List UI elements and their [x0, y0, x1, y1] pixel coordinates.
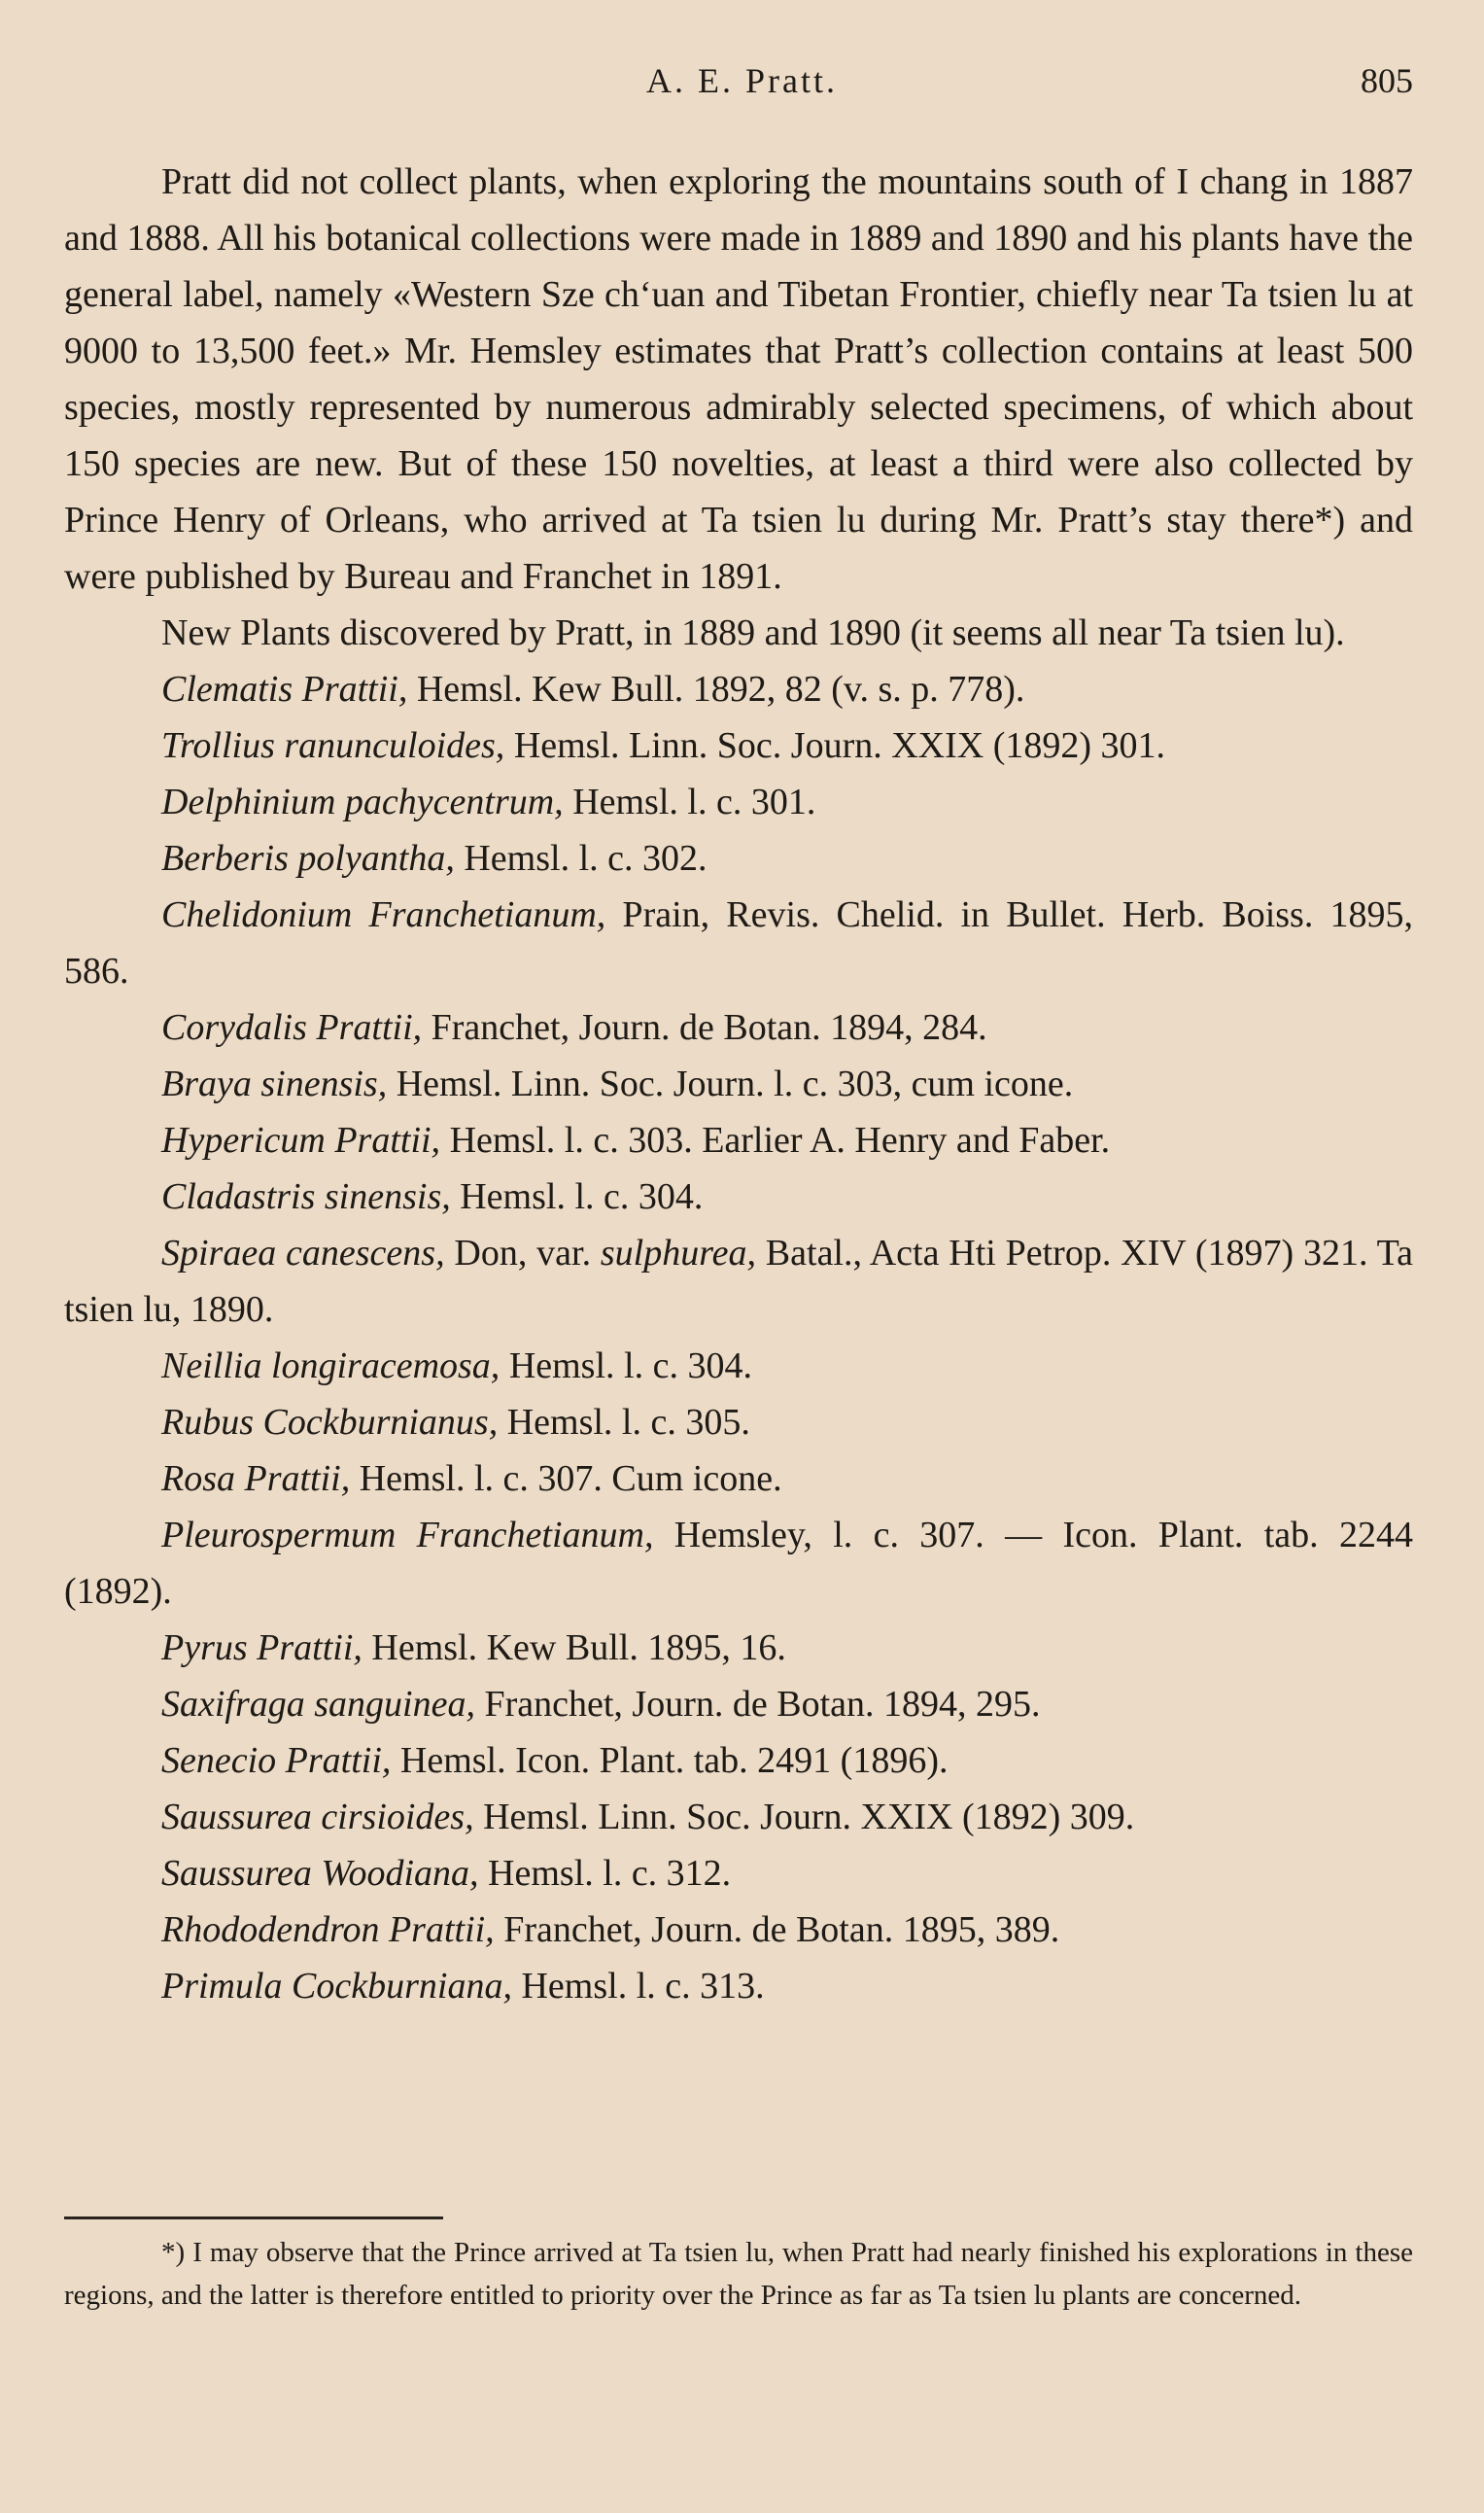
species-name: Trollius ranunculoides,: [161, 725, 505, 766]
species-reference: Don, var.: [444, 1233, 601, 1274]
species-entry: [64, 1902, 1413, 1958]
species-name: Senecio Prattii,: [161, 1740, 392, 1781]
species-reference: Hemsl. Kew Bull. 1895, 16.: [362, 1627, 786, 1668]
species-entry: [64, 661, 1413, 717]
species-entry: [64, 1676, 1413, 1732]
species-reference: Hemsl. l. c. 312.: [478, 1853, 732, 1894]
species-name: Pleurospermum Franchetianum,: [161, 1515, 654, 1555]
variety-reference: Batal., Acta Hti Petrop. XIV (1897) 321. Ta tsien lu, 1890.: [64, 1233, 1413, 1330]
species-name: Braya sinensis,: [161, 1064, 388, 1104]
species-name: Cladastris sinensis,: [161, 1176, 451, 1217]
footnote: *) I may observe that the Prince arrived at Ta tsien lu, when Pratt had nearly finished his explorations in these regions, and the latter is therefore entitled to priority over the Prince as far as Ta tsien lu plants are concerned.: [64, 2237, 1413, 2311]
species-name: Rhododendron Prattii,: [161, 1909, 495, 1950]
species-reference: Hemsl. l. c. 313.: [511, 1966, 765, 2007]
species-entry: [64, 887, 1413, 999]
footnote-rule: [64, 2216, 443, 2219]
page-number: 805: [1361, 61, 1413, 100]
species-name: Berberis polyantha,: [161, 838, 455, 879]
footnote-block: [64, 2231, 1413, 2317]
species-reference: Franchet, Journ. de Botan. 1894, 284.: [422, 1007, 987, 1048]
species-name: Hypericum Prattii,: [161, 1120, 441, 1161]
species-entry: [64, 1450, 1413, 1507]
species-entry: [64, 1056, 1413, 1112]
species-reference: Hemsl. l. c. 305.: [498, 1402, 750, 1443]
running-header-title: A. E. Pratt.: [646, 61, 838, 100]
species-entry: [64, 1958, 1413, 2014]
species-entry: [64, 1225, 1413, 1338]
species-entry: [64, 1620, 1413, 1676]
species-name: Delphinium pachycentrum,: [161, 782, 564, 822]
species-entry: [64, 1732, 1413, 1789]
species-name: Neillia longiracemosa,: [161, 1345, 500, 1386]
species-reference: Hemsl. Kew Bull. 1892, 82 (v. s. p. 778).: [407, 669, 1025, 710]
species-entry: [64, 1507, 1413, 1620]
species-name: Saxifraga sanguinea,: [161, 1684, 475, 1725]
species-reference: Hemsl. Icon. Plant. tab. 2491 (1896).: [391, 1740, 949, 1781]
species-reference: Hemsl. Linn. Soc. Journ. XXIX (1892) 301.: [504, 725, 1166, 766]
species-name: Corydalis Prattii,: [161, 1007, 423, 1048]
list-intro: New Plants discovered by Pratt, in 1889 and 1890 (it seems all near Ta tsien lu).: [161, 612, 1345, 653]
species-entry: [64, 830, 1413, 887]
species-reference: Hemsl. Linn. Soc. Journ. l. c. 303, cum icone.: [387, 1064, 1074, 1104]
species-reference: Hemsl. l. c. 301.: [563, 782, 816, 822]
species-name: Saussurea cirsioides,: [161, 1797, 474, 1837]
species-entry: [64, 1845, 1413, 1902]
species-name: Primula Cockburniana,: [161, 1966, 512, 2007]
species-name: Spiraea canescens,: [161, 1233, 445, 1274]
species-reference: Hemsl. l. c. 302.: [454, 838, 707, 879]
variety-name: sulphurea,: [600, 1233, 756, 1274]
species-reference: Hemsl. Linn. Soc. Journ. XXIX (1892) 309.: [473, 1797, 1135, 1837]
species-entry: [64, 774, 1413, 830]
species-name: Rubus Cockburnianus,: [161, 1402, 499, 1443]
species-reference: Prain, Revis. Chelid. in Bullet. Herb. Boiss. 1895, 586.: [64, 894, 1413, 992]
species-reference: Hemsl. l. c. 303. Earlier A. Henry and Faber.: [440, 1120, 1111, 1161]
species-reference: Franchet, Journ. de Botan. 1895, 389.: [494, 1909, 1060, 1950]
species-reference: Hemsl. l. c. 307. Cum icone.: [350, 1458, 782, 1499]
intro-paragraph: Pratt did not collect plants, when exploring the mountains south of I chang in 1887 and 1888. All his botanical collections were made in 1889 and 1890 and his plants have the general label, namely «Western Sze ch‘uan and Tibetan Frontier, chiefly near Ta tsien lu at 9000 to 13,500 feet.» Mr. Hemsley estimates that Pratt’s collection contains at least 500 species, mostly represented by numerous admirably selected specimens, of which about 150 species are new. But of these 150 novelties, at least a third were also collected by Prince Henry of Orleans, who arrived at Ta tsien lu during Mr. Pratt’s stay there*) and were published by Bureau and Franchet in 1891.: [64, 161, 1413, 597]
species-entry: [64, 999, 1413, 1056]
species-reference: Hemsl. l. c. 304.: [450, 1176, 704, 1217]
species-name: Clematis Prattii,: [161, 669, 408, 710]
species-entry: [64, 717, 1413, 774]
species-name: Saussurea Woodiana,: [161, 1853, 479, 1894]
species-reference: Hemsley, l. c. 307. — Icon. Plant. tab. 2244 (1892).: [64, 1515, 1414, 1612]
species-entry: [64, 1169, 1413, 1225]
page-body: [64, 154, 1413, 2014]
species-entry: [64, 1394, 1413, 1450]
species-name: Pyrus Prattii,: [161, 1627, 362, 1668]
species-reference: Hemsl. l. c. 304.: [500, 1345, 752, 1386]
species-reference: Franchet, Journ. de Botan. 1894, 295.: [474, 1684, 1041, 1725]
species-name: Chelidonium Franchetianum,: [161, 894, 606, 935]
species-name: Rosa Prattii,: [161, 1458, 351, 1499]
species-list: [64, 661, 1413, 2014]
species-entry: [64, 1112, 1413, 1169]
species-entry: [64, 1338, 1413, 1394]
species-entry: [64, 1789, 1413, 1845]
